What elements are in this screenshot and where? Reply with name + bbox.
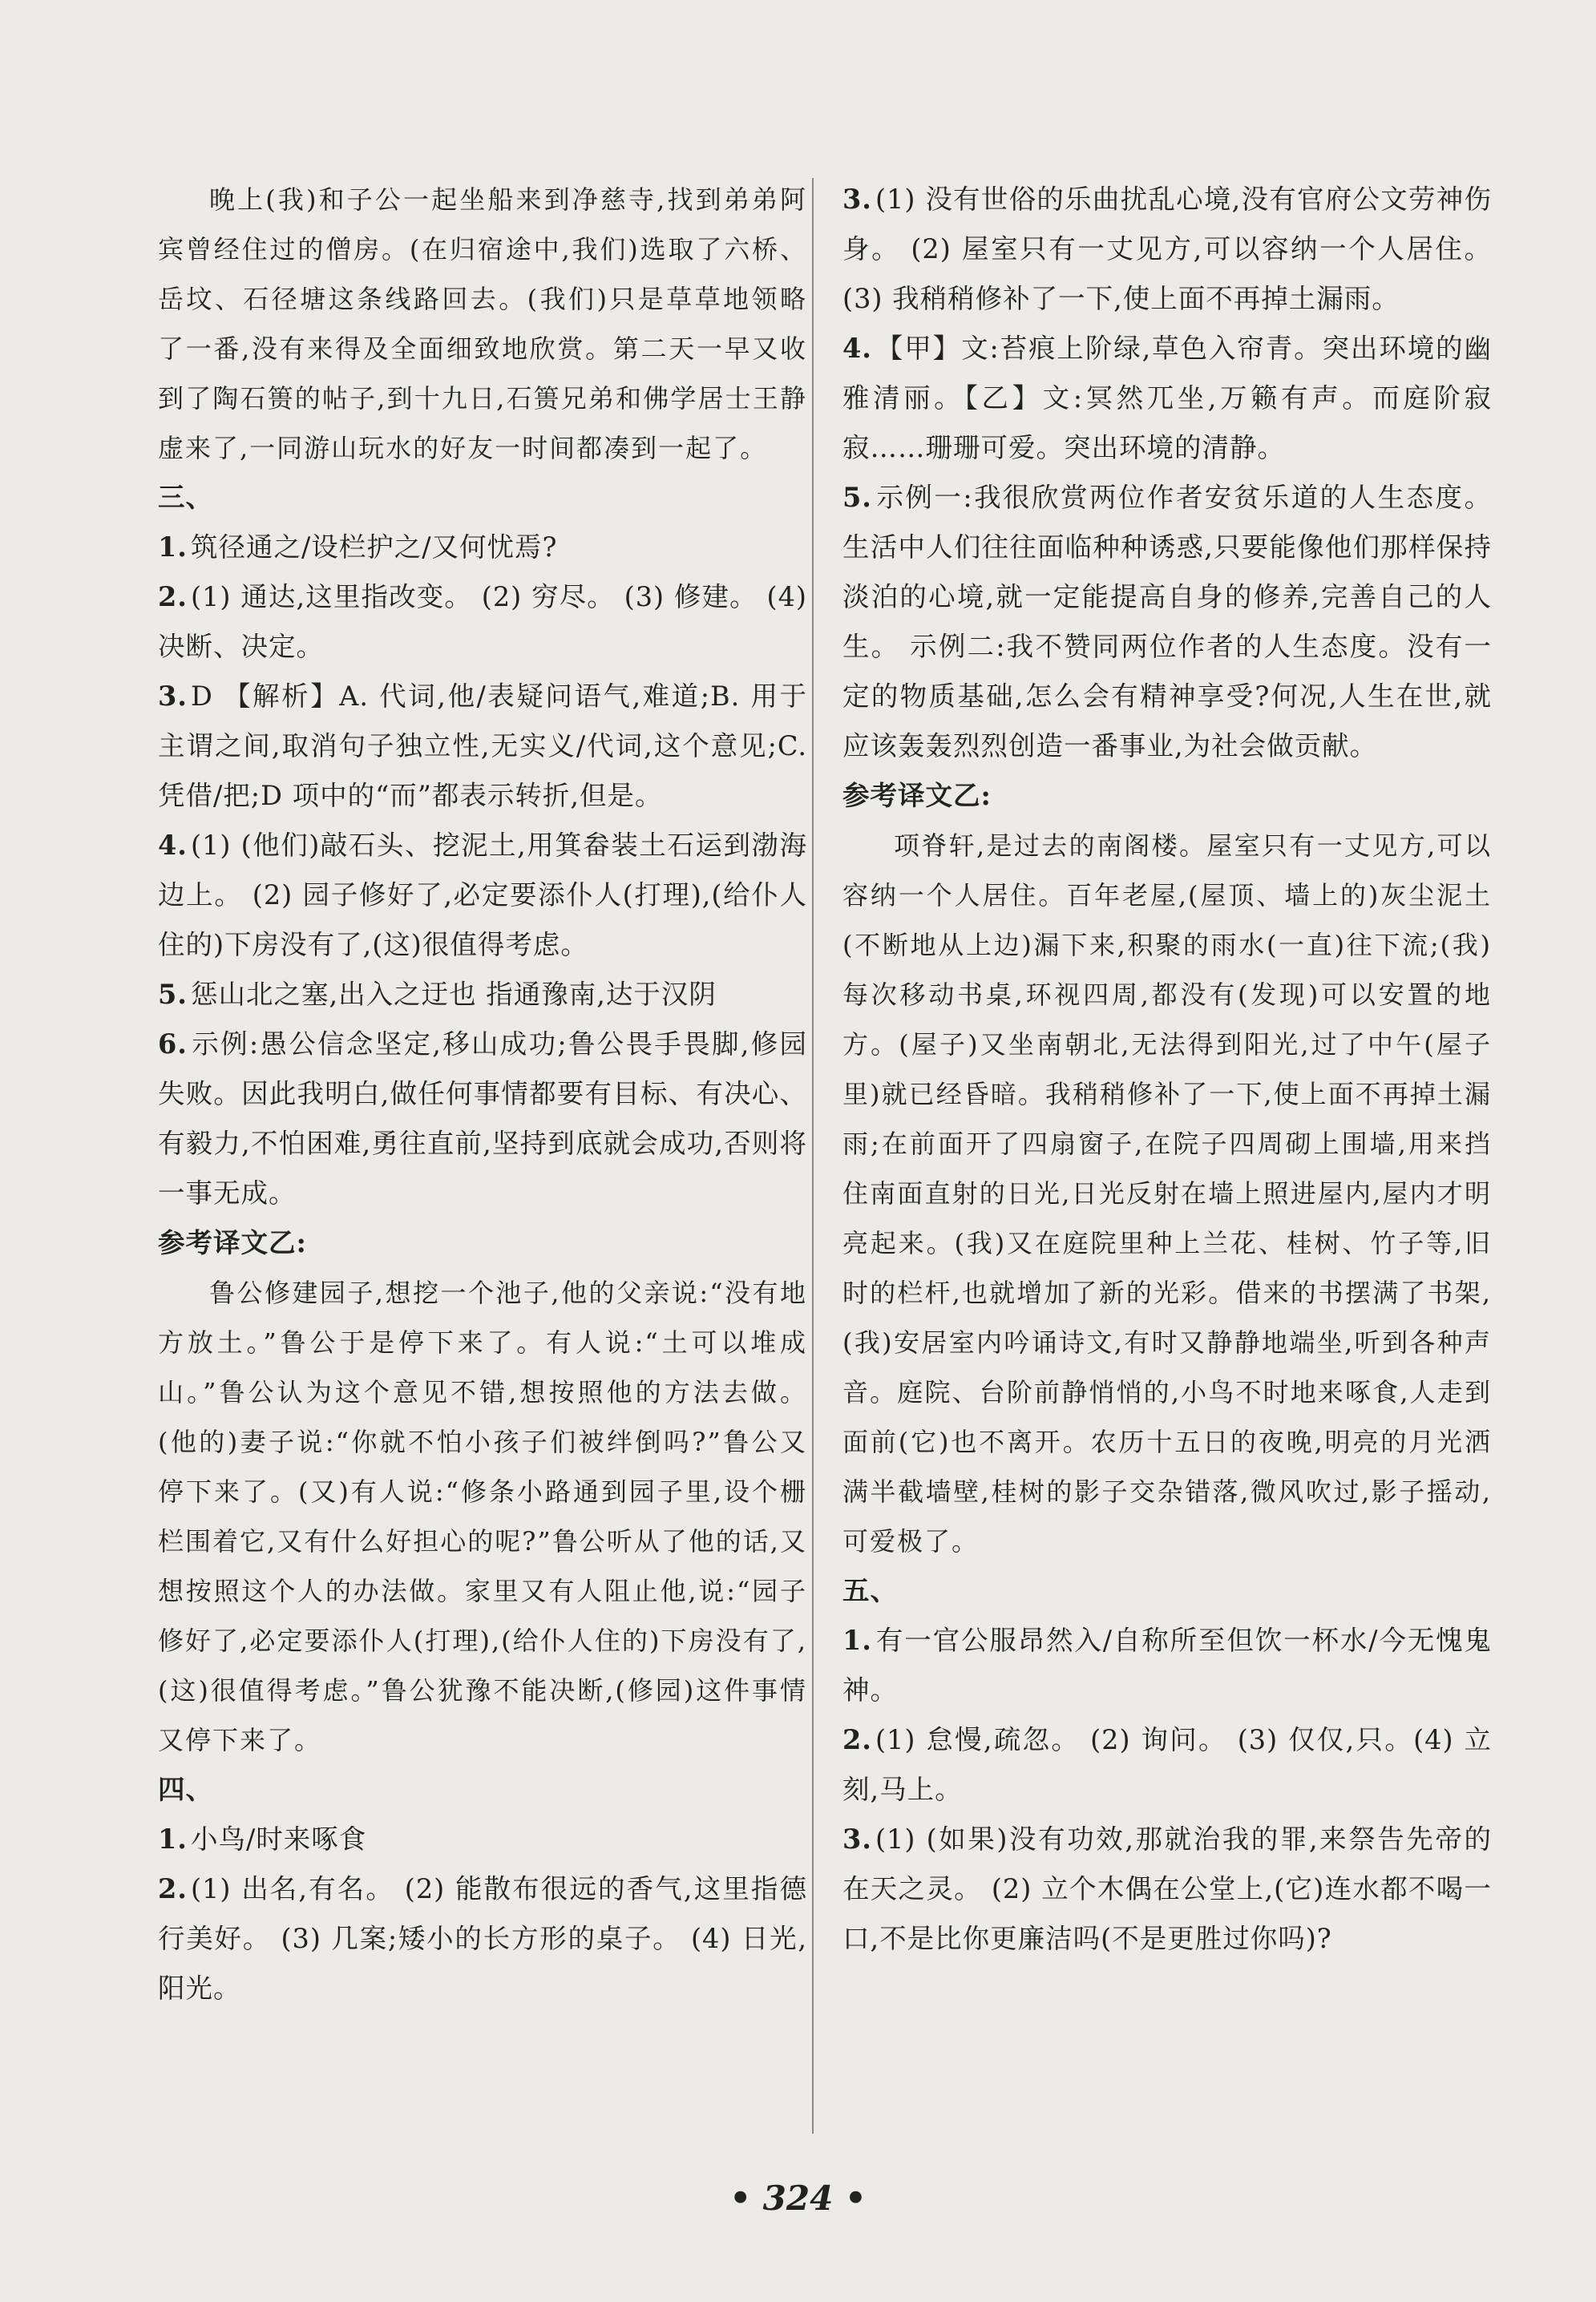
item-number: 2.: [158, 581, 188, 612]
item-text: (1) (他们)敲石头、挖泥土,用箕畚装土石运到渤海边上。 (2) 园子修好了,必定要添仆人(打理),(给仆人住的)下房没有了,(这)很值得考虑。: [158, 830, 807, 960]
item-number: 1.: [158, 531, 188, 563]
answer-item: [158, 572, 807, 672]
section-heading-5: 五、: [842, 1575, 898, 1606]
answer-item: [158, 970, 807, 1020]
answer-item: [842, 1815, 1492, 1964]
answer-item: [158, 821, 807, 970]
item-text: (1) 怠慢,疏忽。 (2) 询问。 (3) 仅仅,只。(4) 立刻,马上。: [842, 1724, 1492, 1805]
item-number: 4.: [158, 830, 188, 861]
answer-item: [842, 324, 1492, 473]
answer-item: [842, 1616, 1492, 1715]
reference-translation-heading: 参考译文乙:: [158, 1227, 307, 1258]
item-number: 1.: [158, 1823, 188, 1855]
item-number: 1.: [842, 1625, 872, 1656]
item-text: 小鸟/时来啄食: [190, 1823, 367, 1855]
item-text: (1) 没有世俗的乐曲扰乱心境,没有官府公文劳神伤身。 (2) 屋室只有一丈见方,可以容纳一个人居住。 (3) 我稍稍修补了一下,使上面不再掉土漏雨。: [842, 184, 1492, 314]
right-column: [842, 175, 1492, 1964]
translation-paragraph-jia: 晚上(我)和子公一起坐船来到净慈寺,找到弟弟阿宾曾经住过的僧房。(在归宿途中,我们)选取了六桥、岳坟、石径塘这条线路回去。(我们)只是草草地领略了一番,没有来得及全面细致地欣赏。第二天一早又收到了陶石篑的帖子,到十九日,石篑兄弟和佛学居士王静虚来了,一同游山玩水的好友一时间都凑到一起了。: [158, 184, 807, 463]
answer-item: [842, 1715, 1492, 1815]
item-number: 5.: [842, 482, 872, 513]
left-column: [158, 175, 807, 2013]
item-number: 2.: [842, 1724, 872, 1755]
item-text: (1) 通达,这里指改变。 (2) 穷尽。 (3) 修建。 (4) 决断、决定。: [158, 581, 807, 662]
item-number: 4.: [842, 333, 872, 364]
answer-item: [842, 175, 1492, 324]
section-heading-4: 四、: [158, 1774, 213, 1805]
item-text: (1) 出名,有名。 (2) 能散布很远的香气,这里指德行美好。 (3) 几案;矮小的长方形的桌子。 (4) 日光,阳光。: [158, 1873, 807, 2004]
item-number: 3.: [842, 1823, 872, 1855]
answer-item: [158, 1815, 807, 1864]
answer-item: [158, 1864, 807, 2013]
answer-item: [158, 523, 807, 572]
item-text: (1) (如果)没有功效,那就治我的罪,来祭告先帝的在天之灵。 (2) 立个木偶在公堂上,(它)连水都不喝一口,不是比你更廉洁吗(不是更胜过你吗)?: [842, 1823, 1492, 1954]
answer-item: [842, 473, 1492, 771]
item-number: 6.: [158, 1028, 188, 1060]
item-number: 3.: [158, 681, 188, 712]
reference-translation-text: 项脊轩,是过去的南阁楼。屋室只有一丈见方,可以容纳一个人居住。百年老屋,(屋顶、墙上的)灰尘泥土(不断地从上边)漏下来,积聚的雨水(一直)往下流;(我)每次移动书桌,环视四周,都没有(发现)可以安置的地方。(屋子)又坐南朝北,无法得到阳光,过了中午(屋子里)就已经昏暗。我稍稍修补了一下,使上面不再掉土漏雨;在前面开了四扇窗子,在院子四周砌上围墙,用来挡住南面直射的日光,日光反射在墙上照进屋内,屋内才明亮起来。(我)又在庭院里种上兰花、桂树、竹子等,旧时的栏杆,也就增加了新的光彩。借来的书摆满了书架,(我)安居室内吟诵诗文,有时又静静地端坐,听到各种声音。庭院、台阶前静悄悄的,小鸟不时地来啄食,人走到面前(它)也不离开。农历十五日的夜晚,明亮的月光洒满半截墙壁,桂树的影子交杂错落,微风吹过,影子摇动,可爱极了。: [842, 830, 1492, 1557]
item-number: 3.: [842, 184, 872, 215]
item-number: 5.: [158, 979, 188, 1010]
item-number: 2.: [158, 1873, 188, 1904]
item-text: D 【解析】A. 代词,他/表疑问语气,难道;B. 用于主谓之间,取消句子独立性,无实义/代词,这个意见;C. 凭借/把;D 项中的“而”都表示转折,但是。: [158, 681, 807, 811]
column-divider: [812, 178, 814, 2134]
reference-translation-heading: 参考译文乙:: [842, 780, 992, 811]
item-text: 示例一:我很欣赏两位作者安贫乐道的人生态度。生活中人们往往面临种种诱惑,只要能像他们那样保持淡泊的心境,就一定能提高自身的修养,完善自己的人生。 示例二:我不赞同两位作者的人生态度。没有一定的物质基础,怎么会有精神享受?何况,人生在世,就应该轰轰烈烈创造一番事业,为社会做贡献。: [842, 482, 1492, 761]
item-text: 惩山北之塞,出入之迂也 指通豫南,达于汉阴: [190, 979, 717, 1010]
section-heading-3: 三、: [158, 482, 213, 513]
item-text: 筑径通之/设栏护之/又何忧焉?: [190, 531, 558, 563]
answer-item: [158, 1020, 807, 1218]
reference-translation-text: 鲁公修建园子,想挖一个池子,他的父亲说:“没有地方放土。”鲁公于是停下来了。有人说:“土可以堆成山。”鲁公认为这个意见不错,想按照他的方法去做。(他的)妻子说:“你就不怕小孩子们被绊倒吗?”鲁公又停下来了。(又)有人说:“修条小路通到园子里,设个栅栏围着它,又有什么好担心的呢?”鲁公听从了他的话,又想按照这个人的办法做。家里又有人阻止他,说:“园子修好了,必定要添仆人(打理),(给仆人住的)下房没有了,(这)很值得考虑。”鲁公犹豫不能决断,(修园)这件事情又停下来了。: [158, 1278, 807, 1755]
page-number: • 324 •: [729, 2179, 867, 2218]
item-text: 示例:愚公信念坚定,移山成功;鲁公畏手畏脚,修园失败。因此我明白,做任何事情都要有目标、有决心、有毅力,不怕困难,勇往直前,坚持到底就会成功,否则将一事无成。: [158, 1028, 807, 1209]
item-text: 有一官公服昂然入/自称所至但饮一杯水/今无愧鬼神。: [842, 1625, 1492, 1706]
item-text: 【甲】文:苔痕上阶绿,草色入帘青。突出环境的幽雅清丽。【乙】文:冥然兀坐,万籁有声。而庭阶寂寂……珊珊可爱。突出环境的清静。: [842, 333, 1492, 463]
answer-item: [158, 672, 807, 821]
